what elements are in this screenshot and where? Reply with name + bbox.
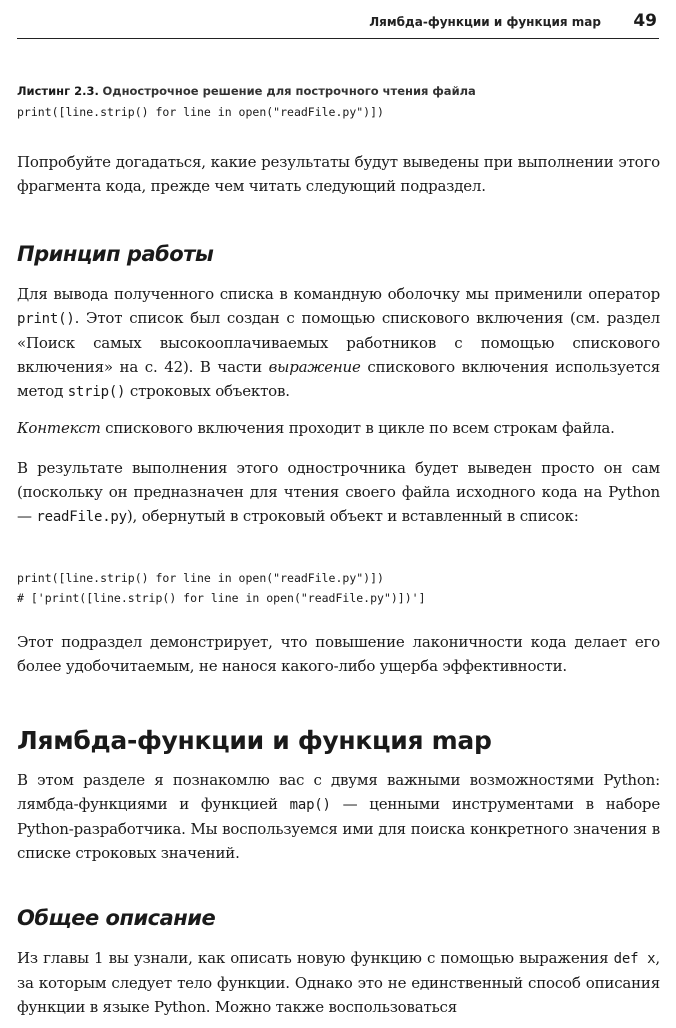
paragraph-7: Из главы 1 вы узнали, как описать новую функцию с помощью выражения def x, за которым следует тело функции. Однако это не единственный способ описания функции в языке Python. Можно также воспользоваться	[17, 949, 660, 1016]
paragraph-2: Для вывода полученного списка в командную оболочку мы применили оператор print(). Этот список был создан с помощью спискового включения (см. раздел «Поиск самых высокооплачиваемых работников с помощью спискового включения» на с. 42). В части выражение спискового включения используется метод strip() строковых объектов.	[17, 285, 661, 400]
subheading-principle: Принцип работы	[17, 242, 214, 266]
listing-caption	[17, 84, 660, 98]
page-number: 49	[633, 11, 657, 31]
paragraph-4: В результате выполнения этого однострочника будет выведен просто он сам (поскольку он предназначен для чтения своего файла исходного кода на Python — readFile.py), обернутый в строковый объект и вставленный в список:	[17, 459, 660, 525]
listing-description: Однострочное решение для построчного чтения файла	[102, 84, 476, 98]
inline-code: readFile.py	[36, 509, 127, 525]
inline-code: print()	[17, 311, 75, 327]
paragraph-6: В этом разделе я познакомлю вас с двумя важными возможностями Python: лямбда-функциями и функцией map() — ценными инструментами в наборе Python-разработчика. Мы воспользуемся ими для поиска конкретного значения в списке строковых значений.	[17, 771, 660, 862]
paragraph-5: Этот подраздел демонстрирует, что повышение лаконичности кода делает его более удобочитаемым, не нанося какого-либо ущерба эффективности.	[17, 633, 660, 675]
inline-code: def x	[613, 951, 656, 967]
paragraph-3: Контекст спискового включения проходит в цикле по всем строкам файла.	[17, 419, 615, 437]
subheading-overview: Общее описание	[17, 906, 216, 930]
inline-code: strip()	[67, 384, 126, 400]
section-heading: Лямбда-функции и функция map	[17, 726, 492, 755]
code-block	[17, 568, 660, 608]
code-line-1: print([line.strip() for line in open("readFile.py")])	[17, 571, 384, 585]
listing	[17, 84, 660, 122]
listing-code: print([line.strip() for line in open("readFile.py")])	[17, 105, 384, 119]
listing-label: Листинг 2.3.	[17, 84, 99, 98]
running-head: Лямбда-функции и функция map	[369, 15, 601, 29]
code-line-2: # ['print([line.strip() for line in open("readFile.py")])']	[17, 591, 426, 605]
page-header	[17, 8, 659, 39]
inline-code: map()	[289, 797, 331, 813]
paragraph-1: Попробуйте догадаться, какие результаты будут выведены при выполнении этого фрагмента кода, прежде чем читать следующий подраздел.	[17, 153, 660, 195]
